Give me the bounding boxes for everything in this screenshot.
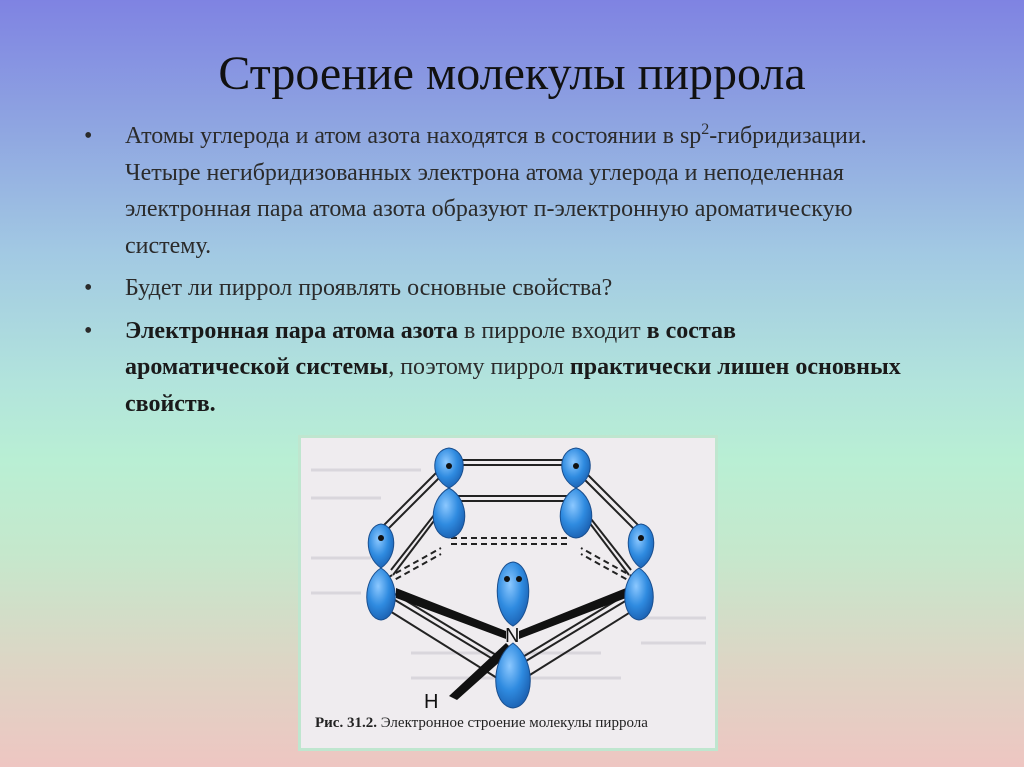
pyrrole-diagram [301, 438, 715, 748]
bullet-text: Будет ли пиррол проявлять основные свойства? [125, 275, 613, 301]
bullet-item-question [84, 270, 904, 307]
bold-phrase-conclusion: практически лишен основных свойств. [125, 354, 901, 417]
caption-text: Электронное строение молекулы пиррола [376, 715, 648, 731]
slide-title: Строение молекулы пиррола [218, 47, 806, 100]
bullet-item-hybridization [84, 118, 904, 264]
p-orbital-c2 [367, 524, 396, 620]
hydrogen-label: H [424, 691, 439, 713]
bullet-text: Атомы углерода и атом азота находятся в состоянии в sp [125, 123, 702, 149]
wedge-bond-right [519, 588, 626, 639]
plain-phrase: в пирроле входит [458, 317, 647, 344]
bold-phrase-aromatic: в состав ароматической системы [125, 317, 736, 380]
p-orbital-c5 [625, 524, 654, 620]
pyrrole-orbital-figure [298, 435, 718, 751]
bold-phrase-electron-pair: Электронная пара атома азота [125, 317, 458, 344]
bullet-text-continued: -гибридизации. Четыре негибридизованных электрона атома углерода и неподеленная электронная пара атома азота образуют п-электронную ароматическую систему. [125, 123, 867, 259]
caption-number: Рис. 31.2. [315, 715, 377, 731]
p-orbital-c3 [433, 448, 465, 538]
bullet-marker: • [84, 275, 93, 301]
figure-caption [315, 715, 648, 732]
nitrogen-label: N [505, 625, 520, 647]
plain-phrase: , поэтому пиррол [388, 354, 570, 380]
bullet-item-answer [84, 313, 904, 423]
bullet-marker: • [84, 123, 93, 149]
wedge-bond-left [396, 588, 506, 639]
bullet-list [84, 118, 904, 428]
bullet-marker: • [84, 317, 93, 344]
superscript-2: 2 [701, 121, 710, 138]
p-orbital-c4 [560, 448, 592, 538]
